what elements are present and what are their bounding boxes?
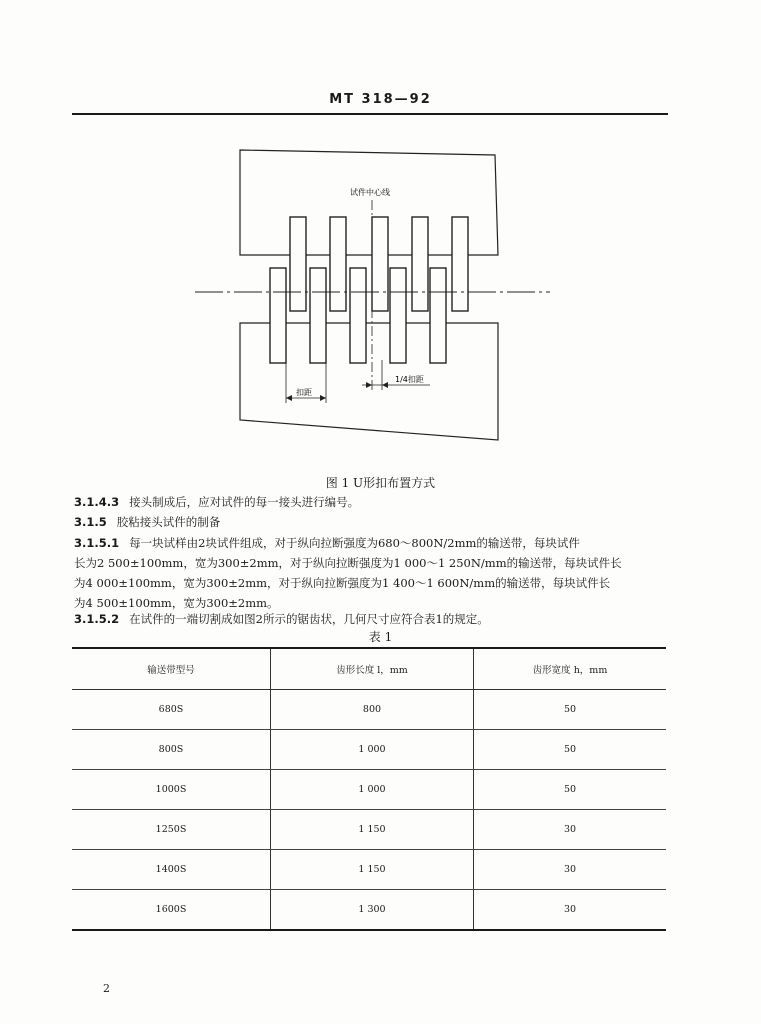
cell-belt-type: 1250S (72, 810, 271, 850)
paragraph-continuation (74, 553, 674, 573)
cell-belt-type: 1600S (72, 890, 271, 931)
clause-number: 3.1.5.1 (74, 536, 120, 550)
cell-tooth-width: 30 (474, 850, 667, 890)
cell-tooth-length: 1 150 (271, 850, 474, 890)
cell-tooth-width: 50 (474, 730, 667, 770)
upper-clip (452, 217, 468, 311)
clause-text: 接头制成后，应对试件的每一接头进行编号。 (129, 495, 360, 509)
cell-belt-type: 1000S (72, 770, 271, 810)
clause-text: 在试件的一端切割成如图2所示的锯齿状，几何尺寸应符合表1的规定。 (129, 612, 489, 626)
clause-text: 为4 000±100mm，宽为300±2mm，对于纵向拉断强度为1 400～1 600N/mm的输送带，每块试件长 (74, 576, 611, 590)
table-header-row (72, 648, 666, 690)
cell-tooth-length: 1 000 (271, 730, 474, 770)
col-header-tooth-length: 齿形长度 l，mm (271, 648, 474, 690)
u-clip-arrangement-figure (190, 145, 560, 445)
quarter-pitch-arrow-right (382, 382, 388, 388)
clause-text: 长为2 500±100mm，宽为300±2mm，对于纵向拉断强度为1 000～1 250N/mm的输送带，每块试件长 (74, 556, 622, 570)
paragraph (74, 533, 674, 553)
document-header: MT 318—92 (329, 92, 432, 107)
lower-clip (390, 268, 406, 363)
lower-clip (350, 268, 366, 363)
cell-tooth-width: 30 (474, 890, 667, 931)
table-row (72, 850, 666, 890)
cell-tooth-width: 50 (474, 690, 667, 730)
lower-clip (270, 268, 286, 363)
table-row (72, 890, 666, 931)
paragraph (74, 492, 674, 512)
paragraph-continuation (74, 573, 674, 593)
cell-belt-type: 680S (72, 690, 271, 730)
figure-caption: 图 1 U形扣布置方式 (325, 476, 436, 490)
table-row (72, 690, 666, 730)
cell-tooth-width: 50 (474, 770, 667, 810)
cell-tooth-length: 1 000 (271, 770, 474, 810)
pitch-arrow-right (320, 395, 326, 401)
paragraph (74, 609, 674, 629)
pitch-arrow-left (286, 395, 292, 401)
clause-text: 每一块试样由2块试件组成，对于纵向拉断强度为680～800N/2mm的输送带，每块试件 (129, 536, 580, 550)
quarter-pitch-label: 1/4扣距 (395, 375, 424, 384)
center-line-label: 试件中心线 (350, 188, 390, 197)
table-row (72, 730, 666, 770)
upper-clip (412, 217, 428, 311)
cell-tooth-width: 30 (474, 810, 667, 850)
page-number: 2 (103, 982, 110, 995)
clause-text: 为4 500±100mm，宽为300±2mm。 (74, 596, 279, 610)
lower-clip (430, 268, 446, 363)
cell-belt-type: 800S (72, 730, 271, 770)
cell-tooth-length: 800 (271, 690, 474, 730)
upper-clip (330, 217, 346, 311)
col-header-tooth-width: 齿形宽度 h，mm (474, 648, 667, 690)
cell-tooth-length: 1 150 (271, 810, 474, 850)
cell-belt-type: 1400S (72, 850, 271, 890)
table-title: 表 1 (368, 630, 393, 644)
paragraph (74, 512, 674, 532)
clause-heading: 胶粘接头试件的制备 (116, 515, 221, 529)
belt-spec-table (72, 647, 666, 931)
clause-number: 3.1.4.3 (74, 495, 120, 509)
table-row (72, 770, 666, 810)
clause-number: 3.1.5.2 (74, 612, 120, 626)
quarter-pitch-arrow-left (366, 382, 372, 388)
header-rule (72, 113, 668, 115)
pitch-label: 扣距 (296, 388, 312, 397)
upper-clip (372, 217, 388, 311)
lower-clip (310, 268, 326, 363)
col-header-belt-type: 输送带型号 (72, 648, 271, 690)
table-row (72, 810, 666, 850)
clause-number: 3.1.5 (74, 515, 107, 529)
cell-tooth-length: 1 300 (271, 890, 474, 931)
upper-clip (290, 217, 306, 311)
